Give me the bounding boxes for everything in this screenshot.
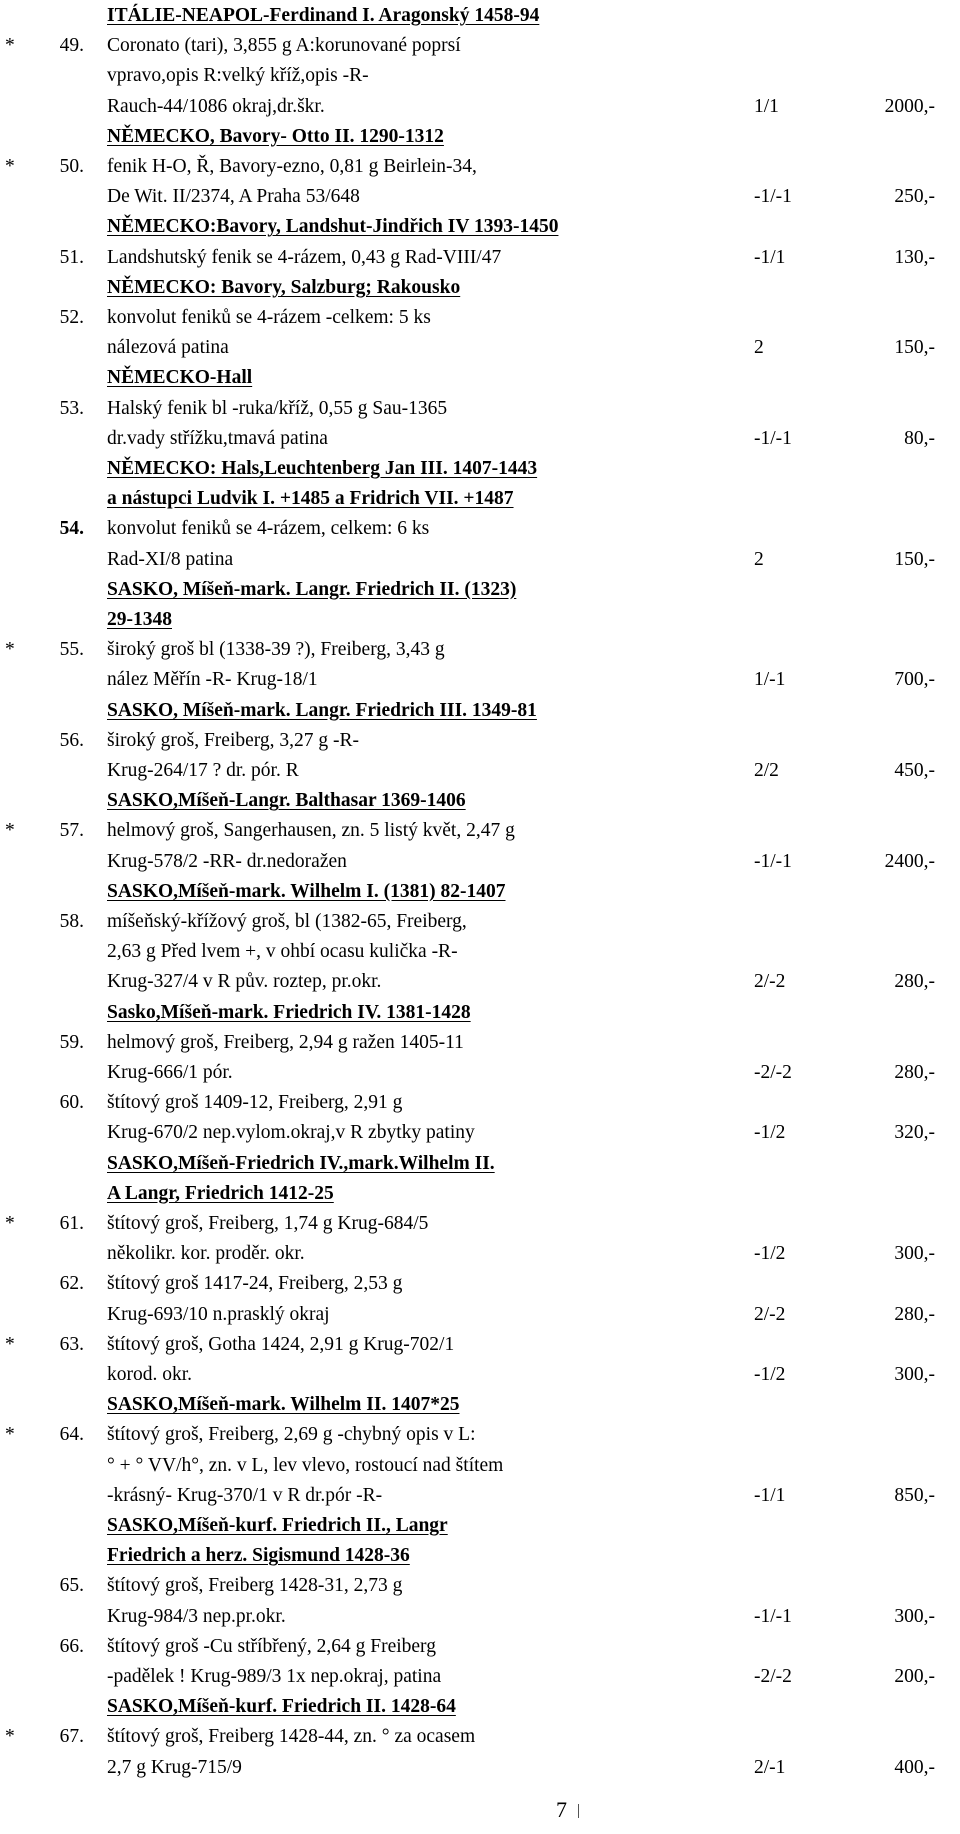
section-heading (0, 1150, 960, 1178)
lot-price: 280,- (894, 1303, 935, 1325)
lot-line (0, 1029, 960, 1057)
section-heading-text: SASKO,Míšeň-Friedrich IV.,mark.Wilhelm II. (107, 1152, 495, 1174)
lot-continuation-line (0, 1301, 960, 1329)
lot-continuation-line (0, 1059, 960, 1087)
section-heading (0, 1512, 960, 1540)
lot-number: 63. (59, 1333, 84, 1355)
lot-number: 56. (59, 729, 84, 751)
section-heading-text: SASKO,Míšeň-mark. Wilhelm I. (1381) 82-1407 (107, 880, 506, 902)
lot-number: 66. (59, 1635, 84, 1657)
section-heading (0, 878, 960, 906)
lot-continuation-line (0, 1482, 960, 1510)
lot-description: nálezová patina (107, 337, 229, 359)
lot-line (0, 727, 960, 755)
lot-description: korod. okr. (107, 1364, 193, 1385)
lot-price: 320,- (894, 1122, 935, 1144)
lot-line (0, 32, 960, 60)
lot-description: štítový groš, Freiberg, 2,69 g -chybný opis v L: (107, 1424, 476, 1446)
lot-description: ° + ° VV/h°, zn. v L, lev vlevo, rostoucí nad štítem (107, 1454, 504, 1476)
lot-description: konvolut feniků se 4-rázem -celkem: 5 ks (107, 307, 431, 328)
lot-price: 850,- (894, 1484, 935, 1506)
lot-price: 700,- (894, 669, 935, 691)
lot-continuation-line (0, 183, 960, 211)
section-heading-text: NĚMECKO, Bavory- Otto II. 1290-1312 (107, 125, 444, 147)
lot-description: Krug-666/1 pór. (107, 1062, 233, 1083)
lot-description: štítový groš, Freiberg 1428-31, 2,73 g (107, 1575, 403, 1597)
lot-description: Rad-XI/8 patina (107, 548, 234, 570)
lot-description: štítový groš 1417-24, Freiberg, 2,53 g (107, 1273, 403, 1295)
lot-grade: -1/1 (754, 246, 786, 268)
section-heading (0, 1391, 960, 1419)
lot-continuation-line (0, 62, 960, 90)
lot-line (0, 153, 960, 181)
lot-continuation-line (0, 666, 960, 694)
lot-number: 57. (59, 820, 84, 842)
lot-grade: -1/2 (754, 1243, 786, 1265)
lot-star-marker: * (5, 820, 15, 842)
section-heading (0, 606, 960, 634)
lot-description: konvolut feniků se 4-rázem, celkem: 6 ks (107, 518, 430, 540)
lot-description: vpravo,opis R:velký kříž,opis -R- (107, 65, 369, 87)
section-heading-text: ITÁLIE-NEAPOL-Ferdinand I. Aragonský 1458-94 (107, 5, 540, 26)
lot-grade: 2/-1 (754, 1756, 786, 1778)
lot-price: 150,- (894, 548, 935, 570)
section-heading-text: SASKO, Míšeň-mark. Langr. Friedrich II. (1323) (107, 578, 517, 600)
lot-number: 53. (59, 397, 84, 419)
lot-line (0, 515, 960, 543)
section-heading-text: Sasko,Míšeň-mark. Friedrich IV. 1381-1428 (107, 1001, 471, 1023)
lot-star-marker: * (5, 1424, 15, 1446)
lot-grade: 1/-1 (754, 669, 786, 691)
lot-line (0, 908, 960, 936)
lot-price: 280,- (894, 971, 935, 993)
lot-line (0, 1421, 960, 1449)
lot-description: štítový groš, Gotha 1424, 2,91 g Krug-702/1 (107, 1333, 455, 1355)
lot-grade: -1/-1 (754, 1605, 792, 1627)
lot-number: 60. (59, 1092, 84, 1114)
lot-description: široký groš, Freiberg, 3,27 g -R- (107, 729, 360, 751)
lot-continuation-line (0, 1663, 960, 1691)
section-heading-text: NĚMECKO: Hals,Leuchtenberg Jan III. 1407-1443 (107, 458, 538, 479)
section-heading-text: SASKO,Míšeň-kurf. Friedrich II. 1428-64 (107, 1696, 456, 1718)
lot-price: 300,- (894, 1605, 935, 1627)
lot-description: Halský fenik bl -ruka/kříž, 0,55 g Sau-1365 (107, 397, 448, 419)
lot-line (0, 1270, 960, 1298)
lot-continuation-line (0, 334, 960, 362)
section-heading (0, 697, 960, 725)
lot-number: 52. (59, 307, 84, 328)
lot-price: 2400,- (884, 850, 935, 872)
lot-continuation-line (0, 1119, 960, 1147)
lot-description: štítový groš, Freiberg 1428-44, zn. ° za ocasem (107, 1726, 476, 1748)
lot-star-marker: * (5, 1333, 15, 1355)
lot-description: štítový groš -Cu stříbřený, 2,64 g Freiberg (107, 1635, 436, 1657)
lot-description: Krug-670/2 nep.vylom.okraj,v R zbytky patiny (107, 1122, 475, 1144)
lot-number: 59. (59, 1031, 84, 1053)
page-footer (0, 1795, 960, 1825)
section-heading-text: NĚMECKO-Hall (107, 367, 253, 389)
lot-grade: -1/2 (754, 1122, 786, 1144)
lot-price: 400,- (894, 1756, 935, 1778)
lot-description: Coronato (tari), 3,855 g A:korunované poprsí (107, 35, 461, 57)
lot-grade: 2/2 (754, 760, 779, 781)
lot-description: nález Měřín -R- Krug-18/1 (107, 669, 318, 691)
section-heading-text: A Langr, Friedrich 1412-25 (107, 1182, 334, 1204)
lot-line (0, 1723, 960, 1751)
lot-line (0, 1210, 960, 1238)
lot-description: Landshutský fenik se 4-rázem, 0,43 g Rad-VIII/47 (107, 246, 502, 268)
lot-price: 2000,- (884, 95, 935, 117)
lot-description: helmový groš, Freiberg, 2,94 g ražen 1405-11 (107, 1031, 464, 1053)
lot-continuation-line (0, 968, 960, 996)
lot-grade: 1/1 (754, 95, 779, 117)
section-heading-text: a nástupci Ludvik I. +1485 a Fridrich VII. +1487 (107, 488, 514, 510)
lot-grade: -1/2 (754, 1364, 786, 1385)
lot-continuation-line (0, 757, 960, 785)
lot-description: široký groš bl (1338-39 ?), Freiberg, 3,43 g (107, 639, 445, 661)
lot-line (0, 244, 960, 272)
lot-price: 150,- (894, 337, 935, 359)
lot-continuation-line (0, 1452, 960, 1480)
section-heading (0, 364, 960, 392)
lot-number: 55. (59, 639, 84, 661)
lot-line (0, 1089, 960, 1117)
lot-description: Krug-264/17 ? dr. pór. R (107, 760, 299, 781)
lot-continuation-line (0, 938, 960, 966)
lot-description: dr.vady střížku,tmavá patina (107, 427, 328, 449)
section-heading (0, 213, 960, 241)
lot-price: 300,- (894, 1243, 935, 1265)
lot-description: Krug-327/4 v R pův. roztep, pr.okr. (107, 971, 382, 993)
section-heading-text: SASKO,Míšeň-Langr. Balthasar 1369-1406 (107, 790, 466, 812)
lot-description: -krásný- Krug-370/1 v R dr.pór -R- (107, 1484, 383, 1506)
lot-continuation-line (0, 425, 960, 453)
lot-description: 2,63 g Před lvem +, v ohbí ocasu kulička -R- (107, 941, 458, 963)
lot-line (0, 1572, 960, 1600)
lot-grade: 2 (754, 337, 764, 359)
lot-number: 49. (59, 35, 84, 57)
section-heading-text: SASKO,Míšeň-kurf. Friedrich II., Langr (107, 1515, 448, 1536)
lot-grade: 2/-2 (754, 971, 786, 993)
lot-price: 200,- (894, 1666, 935, 1687)
section-heading-text: Friedrich a herz. Sigismund 1428-36 (107, 1545, 410, 1567)
lot-description: De Wit. II/2374, A Praha 53/648 (107, 186, 360, 208)
lot-number: 54. (59, 518, 84, 540)
lot-grade: -1/-1 (754, 186, 792, 208)
section-heading-text: 29-1348 (107, 609, 172, 630)
lot-description: -padělek ! Krug-989/3 1x nep.okraj, patina (107, 1666, 442, 1687)
lot-continuation-line (0, 848, 960, 876)
lot-number: 51. (59, 246, 84, 268)
lot-grade: 2 (754, 548, 764, 570)
lot-star-marker: * (5, 156, 15, 177)
lot-description: Krug-578/2 -RR- dr.nedoražen (107, 850, 347, 872)
lot-number: 58. (59, 911, 84, 932)
lot-price: 450,- (894, 760, 935, 781)
lot-description: několikr. kor. proděr. okr. (107, 1243, 305, 1265)
lot-number: 64. (59, 1424, 84, 1446)
section-heading (0, 999, 960, 1027)
section-heading (0, 1542, 960, 1570)
lot-line (0, 1633, 960, 1661)
lot-price: 250,- (894, 186, 935, 208)
section-heading-text: SASKO, Míšeň-mark. Langr. Friedrich III. 1349-81 (107, 699, 537, 721)
section-heading (0, 1693, 960, 1721)
lot-number: 67. (59, 1726, 84, 1748)
lot-continuation-line (0, 1240, 960, 1268)
lot-description: 2,7 g Krug-715/9 (107, 1756, 242, 1778)
lot-continuation-line (0, 93, 960, 121)
lot-star-marker: * (5, 639, 15, 661)
lot-description: Rauch-44/1086 okraj,dr.škr. (107, 95, 325, 117)
page-number-tick (578, 1804, 579, 1818)
lot-line (0, 636, 960, 664)
lot-number: 62. (59, 1273, 84, 1295)
lot-number: 61. (59, 1213, 84, 1234)
lot-line (0, 1331, 960, 1359)
section-heading (0, 485, 960, 513)
lot-grade: 2/-2 (754, 1303, 786, 1325)
lot-line (0, 304, 960, 332)
section-heading (0, 1180, 960, 1208)
page-number: 7 (556, 1797, 567, 1822)
lot-continuation-line (0, 1361, 960, 1389)
lot-price: 300,- (894, 1364, 935, 1385)
lot-grade: -1/-1 (754, 850, 792, 872)
lot-star-marker: * (5, 1213, 15, 1234)
lot-price: 80,- (904, 427, 935, 449)
section-heading-text: NĚMECKO:Bavory, Landshut-Jindřich IV 1393-1450 (107, 216, 559, 238)
lot-description: Krug-984/3 nep.pr.okr. (107, 1605, 286, 1627)
section-heading-text: NĚMECKO: Bavory, Salzburg; Rakousko (107, 276, 461, 298)
lot-continuation-line (0, 1754, 960, 1782)
lot-line (0, 395, 960, 423)
lot-number: 65. (59, 1575, 84, 1597)
lot-description: helmový groš, Sangerhausen, zn. 5 listý květ, 2,47 g (107, 820, 515, 842)
section-heading (0, 576, 960, 604)
lot-description: Krug-693/10 n.prasklý okraj (107, 1303, 330, 1325)
lot-continuation-line (0, 1603, 960, 1631)
lot-price: 280,- (894, 1062, 935, 1083)
section-heading (0, 274, 960, 302)
lot-description: štítový groš 1409-12, Freiberg, 2,91 g (107, 1092, 403, 1114)
section-heading-text: SASKO,Míšeň-mark. Wilhelm II. 1407*25 (107, 1394, 460, 1416)
lot-number: 50. (59, 156, 84, 177)
section-heading (0, 787, 960, 815)
lot-star-marker: * (5, 1726, 15, 1748)
lot-description: míšeňský-křížový groš, bl (1382-65, Freiberg, (107, 911, 467, 932)
lot-description: fenik H-O, Ř, Bavory-ezno, 0,81 g Beirlein-34, (107, 156, 477, 177)
lot-description: štítový groš, Freiberg, 1,74 g Krug-684/5 (107, 1213, 429, 1234)
lot-grade: -2/-2 (754, 1666, 792, 1687)
section-heading (0, 123, 960, 151)
section-heading (0, 455, 960, 483)
lot-star-marker: * (5, 35, 15, 57)
lot-grade: -2/-2 (754, 1062, 792, 1083)
section-heading (0, 2, 960, 30)
lot-line (0, 817, 960, 845)
lot-continuation-line (0, 546, 960, 574)
lot-price: 130,- (894, 246, 935, 268)
lot-grade: -1/-1 (754, 427, 792, 449)
lot-grade: -1/1 (754, 1484, 786, 1506)
